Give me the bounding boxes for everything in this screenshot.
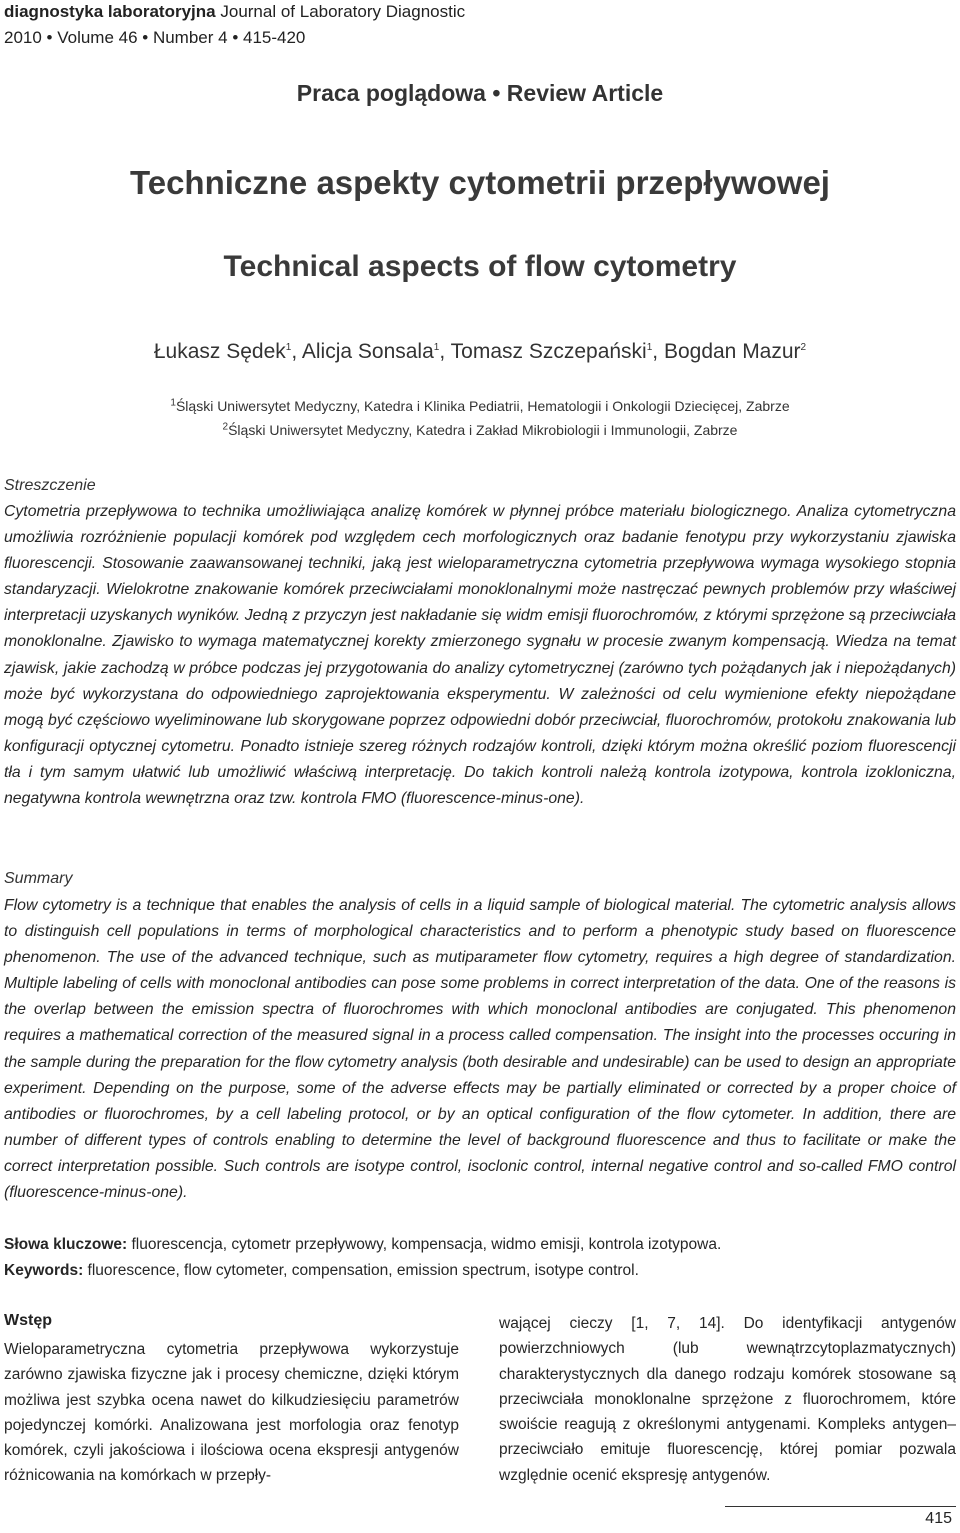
keywords-english-text: fluorescence, flow cytometer, compensation, emission spectrum, isotype control. [83,1262,639,1279]
affiliation-mark: 2 [222,421,229,433]
keywords-english [4,1262,639,1280]
keywords-polish [4,1236,721,1254]
title-english: Technical aspects of flow cytometry [223,250,737,283]
journal-header [4,2,465,22]
author-affiliation-mark: 1 [433,342,440,353]
authors [0,340,960,364]
keywords-polish-text: fluorescencja, cytometr przepływowy, kompensacja, widmo emisji, kontrola izotypowa. [127,1236,722,1253]
page-number: 415 [925,1510,952,1527]
author-separator: , [291,340,302,363]
author-affiliation-mark: 1 [646,342,653,353]
keywords-polish-label: Słowa kluczowe: [4,1236,128,1253]
affiliation [0,422,960,438]
article-type: Praca poglądowa • Review Article [296,80,664,106]
summary-heading: Summary [4,870,73,887]
author-separator: , [439,340,451,363]
author-name: Łukasz Sędek [153,340,286,363]
journal-subtitle: Journal of Laboratory Diagnostic [220,2,466,21]
abstract-text: Cytometria przepływowa to technika umożliwiająca analizę komórek w płynnej próbce materiału biologicznego. Analiza cytometryczna umożliwia rozróżnienie populacji komórek pod względem cech morfologicznych oraz badanie fenotypu przy wykorzystaniu zjawiska fluorescencji. Stosowanie zaawansowanej techniki, jaką jest wieloparametryczna cytometria przepływowa wymaga wysokiego stopnia standaryzacji. Wielokrotne znakowanie komórek przeciwciałami monoklonalnymi może nastręczać pewnych problemów przy właściwej interpretacji uzyskanych wyników. Jedną z przyczyn jest nakładanie się widm emisji fluorochromów, z którymi sprzężone są przeciwciała monoklonalne. Zjawisko to wymaga matematycznej korekty zmierzonego sygnału w procesie zwanym kompensacją. Wiedza na temat zjawisk, jakie zachodzą w próbce podczas jej przygotowania do analizy cytometrycznej (zarówno tych pożądanych jak i niepożądanych) może być wykorzystana do odpowiedniego zaprojektowania eksperymentu. W zależności od celu wymienione efekty niepożądane mogą być częściowo wyeliminowane lub skorygowane poprzez odpowiedni dobór przeciwciał, fluorochromów, protokołu znakowania lub konfiguracji optycznej cytometru. Ponadto istnieje szereg różnych rodzajów kontroli, dzięki którym można określić poziom fluorescencji tła i tym samym ułatwić lub umożliwić właściwą interpretację. Do takich kontroli należą kontrola izotypowa, kontrola izokloniczna, negatywna kontrola wewnętrzna oraz tzw. kontrola FMO (fluorescence-minus-one). [4,503,956,808]
issue-info: 2010 • Volume 46 • Number 4 • 415-420 [4,28,306,47]
author-affiliation-mark: 1 [285,342,292,353]
summary-text: Flow cytometry is a technique that enables the analysis of cells in a liquid sample of biological material. The cytometric analysis allows to distinguish cell populations in terms of morphological characteristics and to perform a phenotypic study based on fluorescence phenomenon. The use of the advanced technique, such as mutiparameter flow cytometry, requires a high degree of standardization. Multiple labeling of cells with monoclonal antibodies can pose some problems in correct interpretation of the data. One of the reasons is the overlap between the emission spectra of fluorochromes with which monoclonal antibodies are conjugated. This phenomenon requires a mathematical correction of the measured signal in a process called compensation. The insight into the processes occuring in the sample during the preparation for the flow cytometry analysis (both desirable and undesirable) can be used to design an appropriate experiment. Depending on the purpose, some of the adverse effects may be partially eliminated or corrected by a proper choice of antibodies or fluorochromes, by a cell labeling protocol, or by an optical configuration of the flow cytometer. In addition, there are number of different types of controls enabling to determine the level of background fluorescence and thus to facilitate or make the correct interpretation possible. Such controls are isotype control, isoclonic control, internal negative control and so-called FMO control (fluorescence-minus-one). [4,897,956,1202]
keywords-english-label: Keywords: [4,1262,84,1279]
affiliation-text: Śląski Uniwersytet Medyczny, Katedra i Klinika Pediatrii, Hematologii i Onkologii Dziecięcej, Zabrze [175,398,790,414]
author-name: Tomasz Szczepański [450,340,647,363]
journal-name: diagnostyka laboratoryjna [4,2,216,21]
title-polish: Techniczne aspekty cytometrii przepływowej [130,164,830,201]
affiliation-mark: 1 [170,397,176,409]
footer-divider [725,1506,956,1507]
author-separator: , [652,340,664,363]
author-name: Bogdan Mazur [663,340,801,363]
abstract-heading: Streszczenie [4,477,96,494]
author-affiliation-mark: 2 [800,342,807,353]
section-heading-introduction: Wstęp [4,1312,52,1329]
body-text-left-column: Wieloparametryczna cytometria przepływowa wykorzystuje zarówno zjawiska fizyczne jak i procesy chemiczne, dzięki którym możliwa jest szybka ocena nawet do kilkudziesięciu parametrów pojedynczej komórki. Analizowana jest morfologia oraz fenotyp komórek, czyli jakościowa i ilościowa ocena ekspresji antygenów różnicowania na komórkach w przepły- [4,1341,459,1485]
affiliation-text: Śląski Uniwersytet Medyczny, Katedra i Zakład Mikrobiologii i Immunologii, Zabrze [228,422,738,438]
author-name: Alicja Sonsala [301,340,434,363]
body-text-right-column: wającej cieczy [1, 7, 14]. Do identyfikacji antygenów powierzchniowych (lub wewnątrzcytoplazmatycznych) charakterystycznych dla danego rodzaju komórek stosowane są przeciwciała monoklonalne sprzężone z fluorochromem, które swoiście reagują z określonymi antygenami. Kompleks antygen–przeciwciało emituje fluorescencję, której pomiar pozwala względnie ocenić ekspresję antygenów. [499,1315,956,1484]
affiliation [0,398,960,414]
